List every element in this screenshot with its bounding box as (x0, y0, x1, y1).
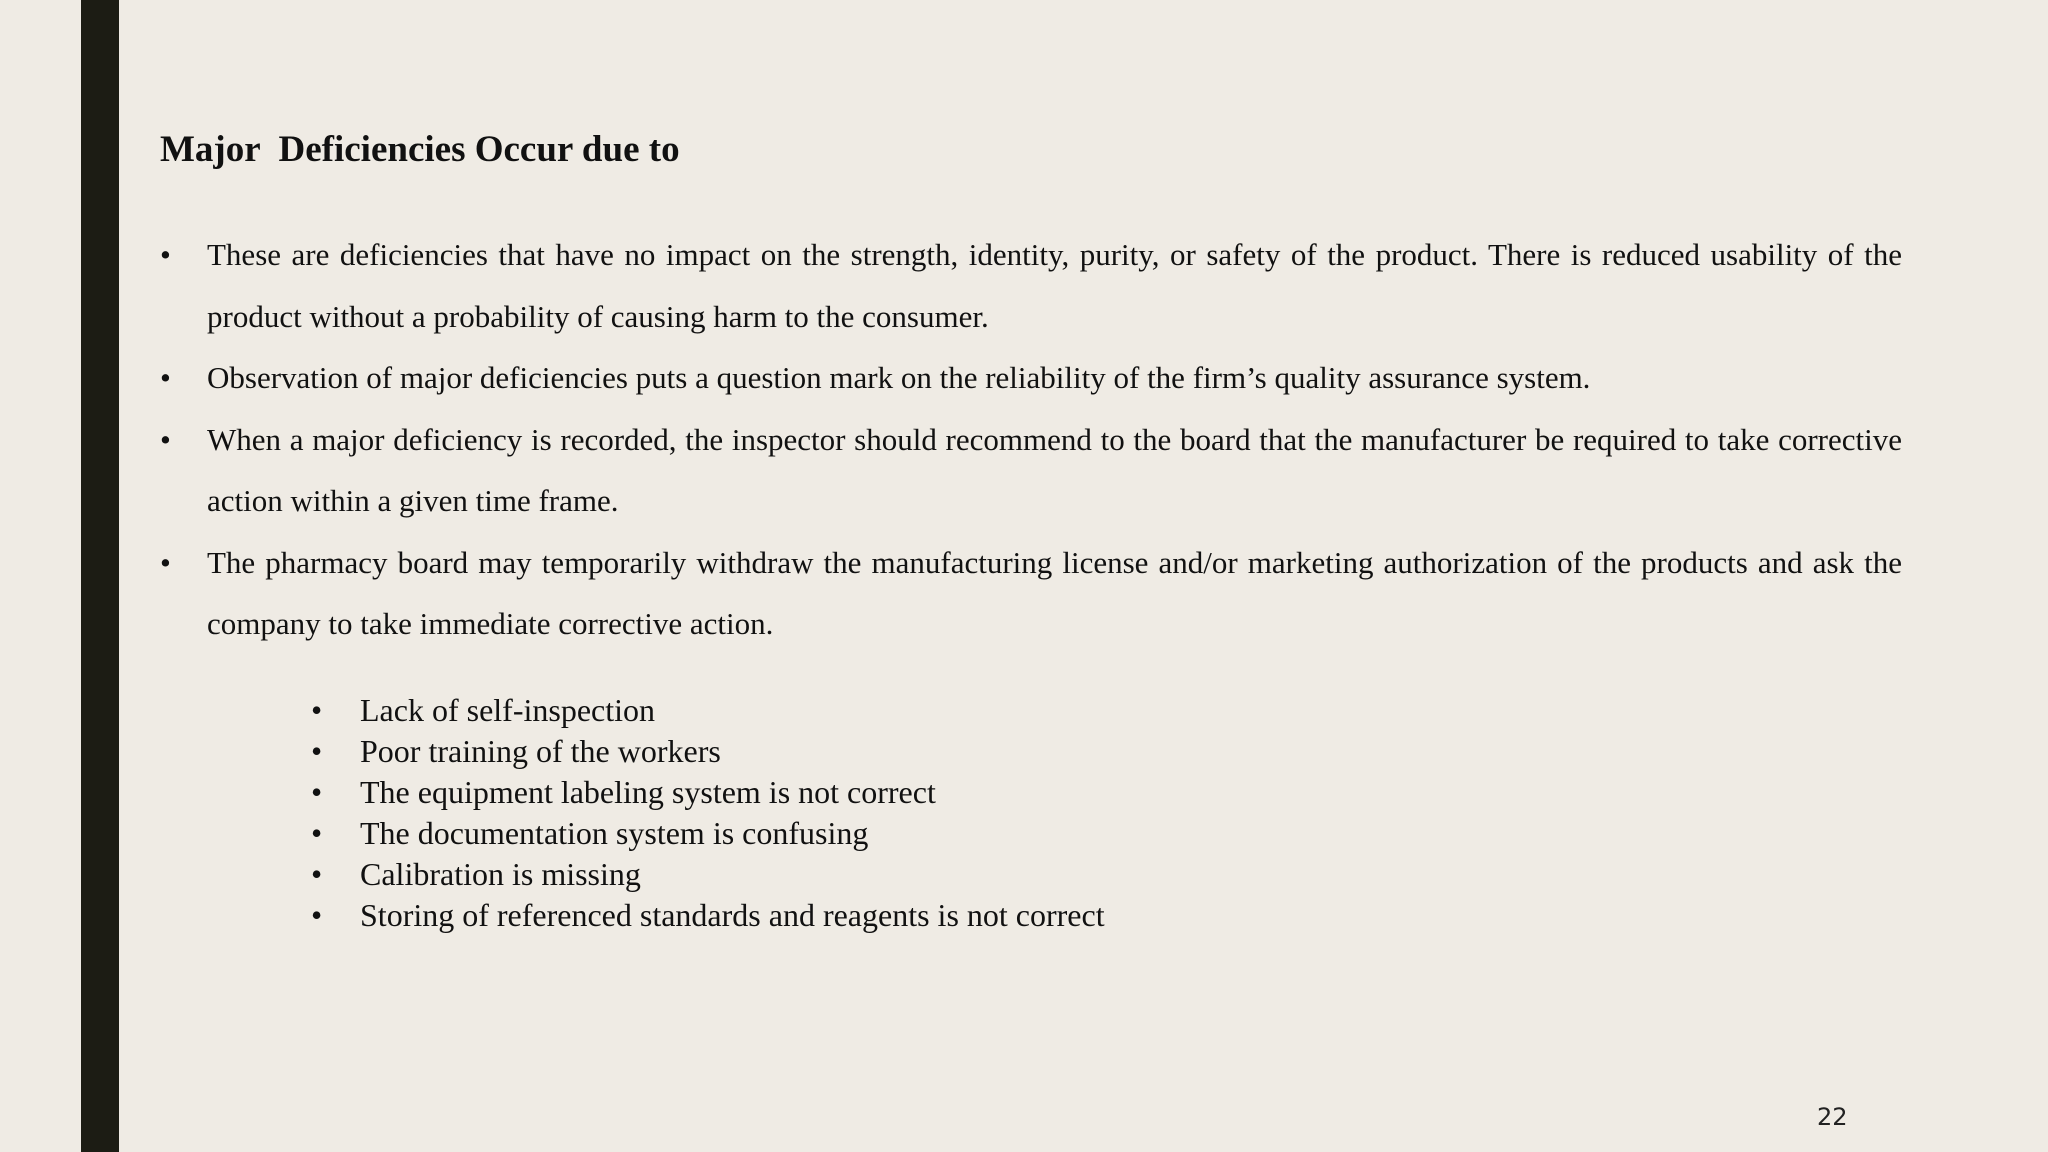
main-point-text: When a major deficiency is recorded, the inspector should recommend to the board that the manufacturer be required to take corrective action within a given time frame. (207, 421, 1902, 518)
cause-item (311, 813, 1105, 854)
left-accent-bar (81, 0, 119, 1152)
cause-text: The equipment labeling system is not correct (360, 774, 936, 810)
bullet-icon: • (311, 692, 323, 728)
bullet-icon: • (160, 421, 171, 457)
cause-item (311, 772, 1105, 813)
bullet-icon: • (311, 815, 323, 851)
cause-item (311, 690, 1105, 731)
main-point-text: These are deficiencies that have no impact on the strength, identity, purity, or safety of the product. There is reduced usability of the product without a probability of causing harm to the consumer. (207, 237, 1902, 334)
bullet-icon: • (311, 897, 323, 933)
main-point-text: Observation of major deficiencies puts a question mark on the reliability of the firm’s quality assurance system. (207, 360, 1591, 395)
slide-title: Major Deficiencies Occur due to (160, 129, 680, 170)
cause-item (311, 731, 1105, 772)
bullet-icon: • (160, 544, 171, 580)
bullet-icon: • (160, 360, 171, 395)
cause-item (311, 854, 1105, 895)
causes-list (311, 690, 1105, 936)
cause-text: The documentation system is confusing (360, 815, 869, 851)
page-number: 22 (1817, 1103, 1848, 1131)
cause-text: Poor training of the workers (360, 733, 721, 769)
cause-text: Storing of referenced standards and reagents is not correct (360, 897, 1105, 933)
main-point-item (160, 347, 1902, 409)
bullet-icon: • (311, 774, 323, 810)
main-points-list (160, 224, 1902, 655)
cause-text: Calibration is missing (360, 856, 641, 892)
main-point-text: The pharmacy board may temporarily withdraw the manufacturing license and/or marketing authorization of the products and ask the company to take immediate corrective action. (207, 544, 1902, 641)
cause-text: Lack of self-inspection (360, 692, 655, 728)
bullet-icon: • (311, 733, 323, 769)
main-point-item (160, 409, 1902, 532)
bullet-icon: • (311, 856, 323, 892)
main-point-item (160, 532, 1902, 655)
cause-item (311, 895, 1105, 936)
bullet-icon: • (160, 237, 171, 272)
main-point-item (160, 224, 1902, 347)
